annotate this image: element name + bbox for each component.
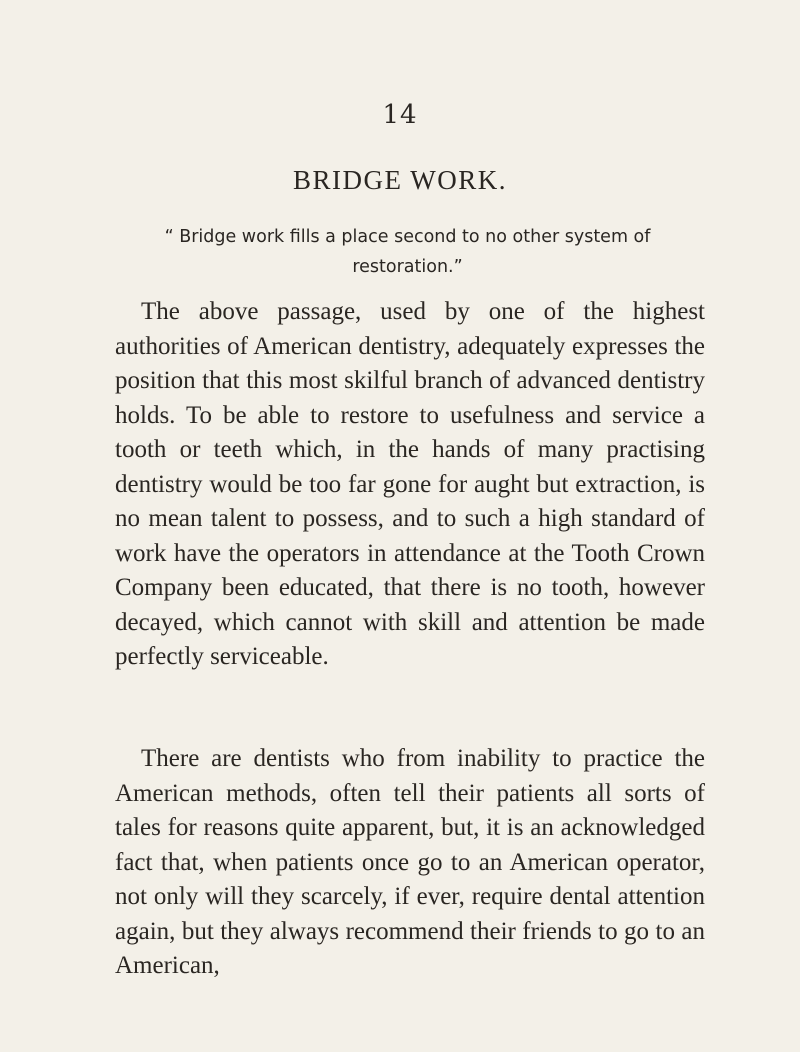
epigraph-quote: “ Bridge work fills a place second to no other system of restoration.” — [164, 227, 651, 277]
body-paragraph: The above passage, used by one of the highest authorities of American dentistry, adequately expresses the position that this most skilful branch of advanced dentistry holds. To be able to restore to usefulness and service a tooth or teeth which, in the hands of many practising dentistry would be too far gone for aught but extraction, is no mean talent to possess, and to such a high standard of work have the operators in attendance at the Tooth Crown Company been educated, that there is no tooth, however decayed, which cannot with skill and attention be made perfectly serviceable. — [115, 298, 705, 670]
body-paragraph: There are dentists who from inability to practice the American methods, often tell their patients all sorts of tales for reasons quite apparent, but, it is an acknowledged fact that, when patients once go to an American operator, not only will they scarcely, if ever, require dental attention again, but they always recommend their friends to go to an American, — [115, 745, 705, 979]
chapter-title: BRIDGE WORK. — [292, 165, 507, 195]
page-number: 14 — [382, 100, 418, 130]
